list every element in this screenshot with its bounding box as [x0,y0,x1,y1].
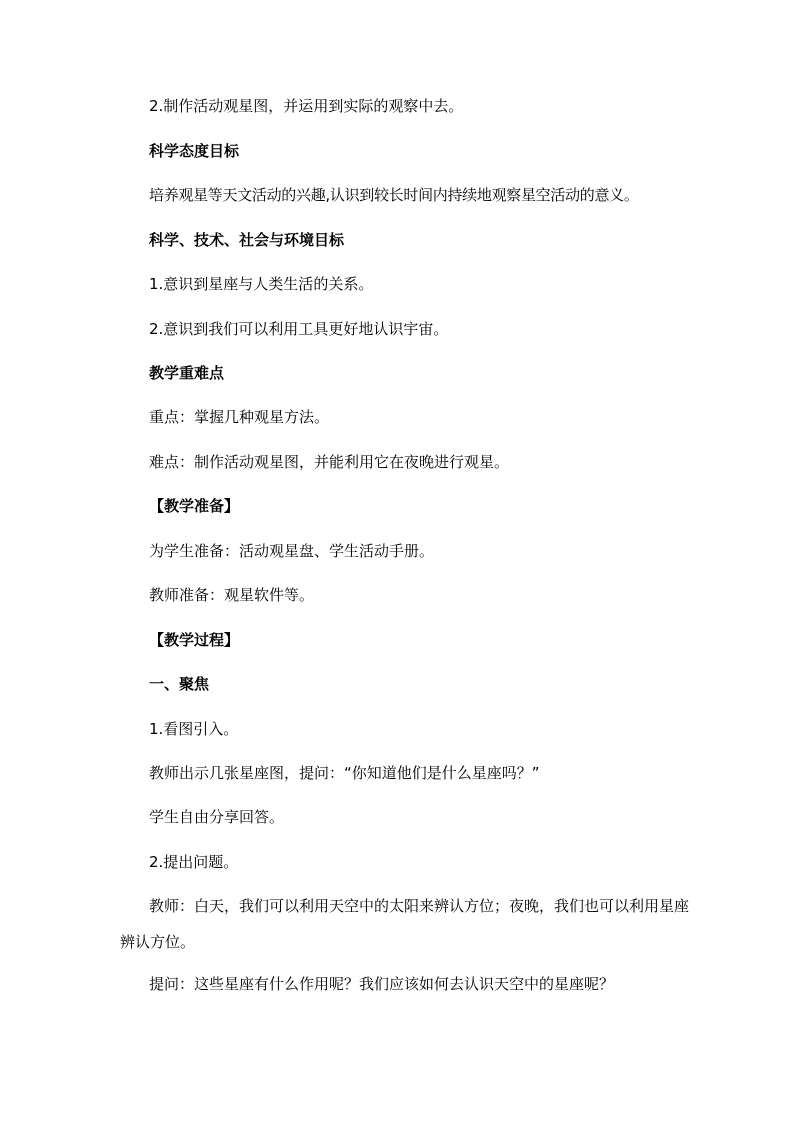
heading-teaching-process: 【教学过程】 [149,631,240,649]
paragraph-tools-universe: 2.意识到我们可以利用工具更好地认识宇宙。 [149,320,449,338]
paragraph-teacher-preparation: 教师准备：观星软件等。 [149,586,315,604]
heading-stse-goal: 科学、技术、社会与环境目标 [149,231,345,249]
heading-key-difficult-points: 教学重难点 [149,364,225,382]
heading-focus: 一、聚焦 [149,675,210,693]
paragraph-difficult-point: 难点：制作活动观星图，并能利用它在夜晚进行观星。 [149,453,510,471]
paragraph-key-point: 重点：掌握几种观星方法。 [149,408,330,426]
paragraph-raise-question: 2.提出问题。 [149,853,239,871]
paragraph-final-question: 提问：这些星座有什么作用呢？我们应该如何去认识天空中的星座呢？ [149,975,615,993]
paragraph-student-answer: 学生自由分享回答。 [149,808,285,826]
paragraph-teacher-direction: 教师：白天，我们可以利用天空中的太阳来辨认方位；夜晚，我们也可以利用星座辨认方位。 [120,897,690,951]
paragraph-constellation-life: 1.意识到星座与人类生活的关系。 [149,275,374,293]
heading-teaching-preparation: 【教学准备】 [149,497,240,515]
paragraph-astronomy-interest: 培养观星等天文活动的兴趣,认识到较长时间内持续地观察星空活动的意义。 [149,186,639,204]
heading-science-attitude-goal: 科学态度目标 [149,142,240,160]
paragraph-picture-intro: 1.看图引入。 [149,720,239,738]
paragraph-teacher-question: 教师出示几张星座图，提问：“你知道他们是什么星座吗？” [149,764,540,782]
paragraph-student-preparation: 为学生准备：活动观星盘、学生活动手册。 [149,542,435,560]
paragraph-make-star-map: 2.制作活动观星图，并运用到实际的观察中去。 [149,97,464,115]
